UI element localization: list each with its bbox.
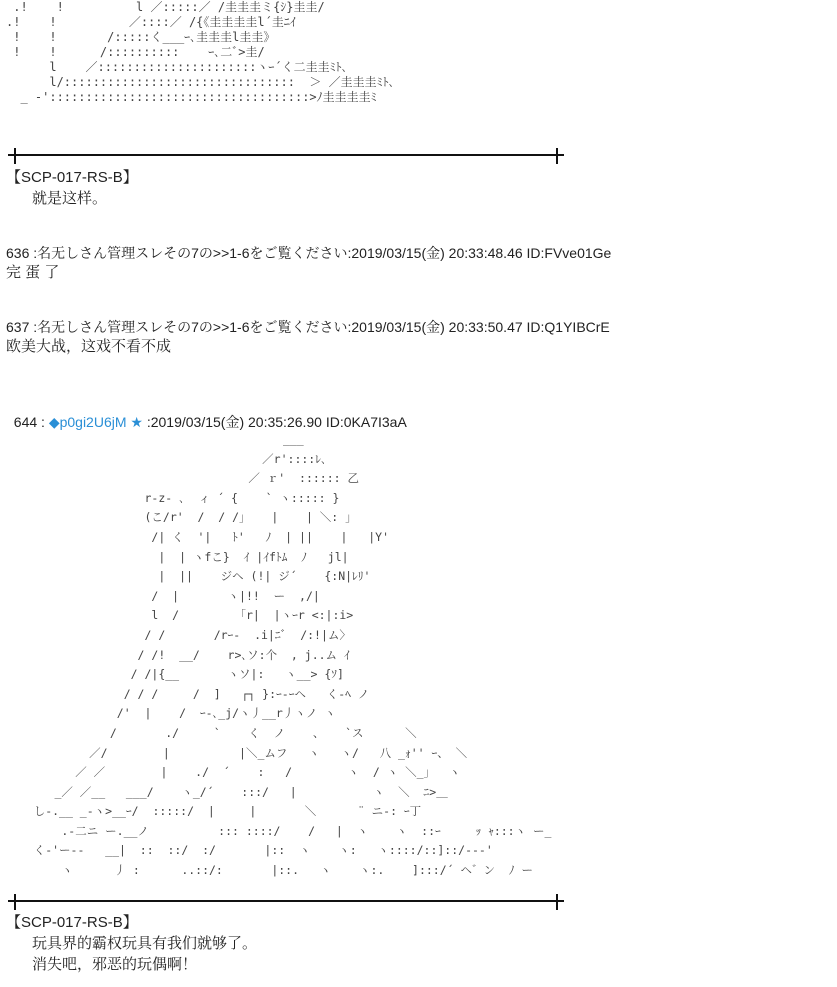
dialogue-line: 就是这样。 <box>32 190 108 207</box>
scp-tag-2: 【SCP-017-RS-B】 <box>6 914 138 931</box>
dialogue-line-2: 消失吧，邪恶的玩偶啊！ <box>32 956 198 973</box>
divider-line-top <box>8 154 564 156</box>
dialogue-line-1: 玩具界的霸权玩具有我们就够了。 <box>32 935 258 952</box>
divider-tick-left <box>14 148 16 164</box>
tripcode-link[interactable]: ◆p0gi2U6jM ★ <box>48 414 143 430</box>
divider-tick-left <box>14 894 16 910</box>
post-header-644 <box>6 392 407 432</box>
post-header-636: 636 :名无しさん管理スレその7の>>1-6をご覧ください:2019/03/15(金) 20:33:48.46 ID:FVve01Ge <box>6 245 612 261</box>
divider-tick-right <box>556 894 558 910</box>
post-header-637: 637 :名无しさん管理スレその7の>>1-6をご覧ください:2019/03/15(金) 20:33:50.47 ID:Q1YIBCrE <box>6 319 610 335</box>
post-body-636: 完 蛋 了 <box>6 264 60 281</box>
ascii-art-top: .! ! l ／:::::／ /圭圭圭ミ{ｼ}圭圭/ .! ! ／::::／ /{《圭圭圭圭l´圭ﾆｲ ! ! /:::::く___ｰ､圭圭圭l圭圭》 ! ! /:::::::::: ｰ､二ﾞ>圭/ l ／::::::::::::::::::::::ヽｰ´く二圭圭ﾐﾄ､ l/:::::::::::::::::::::::::::::::: ＞ ／圭圭圭ﾐﾄ､ _ -'::::::::::::::::::::::::::::::::::::>ﾉ圭圭圭圭ﾐ <box>6 0 395 104</box>
divider-line-bottom <box>8 900 564 902</box>
post-body-637: 欧美大战，这戏不看不成 <box>6 338 172 355</box>
scp-tag-1: 【SCP-017-RS-B】 <box>6 169 138 186</box>
post-meta: :2019/03/15(金) 20:35:26.90 ID:0KA7I3aA <box>142 414 407 430</box>
divider-tick-right <box>556 148 558 164</box>
post-number: 644 : <box>13 414 49 430</box>
ascii-art-figure: ___ ／r'::::ﾚ､ ／ ｒ' :::::: 乙 r-z- ､ ィ ´ { ` ヽ::::: } (こ/r' / / /」 | | ＼: ｣ /| く '| ﾄ' ﾉ | || | |Y' | | ヽfこ} ｲ |ｲfﾄﾑ ﾉ jl| | || ジヘ (!| ジ´ {:N|ﾚﾘ' / | ヽ|!! ー ,/| l / 「r| |ヽｰr <:|:i> / / /rｰ- .i|ﾆﾞ /:!|ム〉 / /! __/ r>､ソ:个 , j..ム ｲ / /|{__ ヽソ|: ヽ__> {ｿ] / / / / ] ┌┐ }:ｰ-ｰヘ く-ﾍ ノ /' | / ｰ-､_j/ヽ丿__r丿ヽノ ヽ / ./ ` く ノ 、 `ス ＼ ／/ | |＼_ムフ ヽ ヽ/ 八 _ｫ'' ｰ、 ＼ ／ ／ | ./ ´ : / ヽ / ヽ ＼_」 ヽ _／ ／__ ___/ ヽ_/´ :::/ | ヽ ＼ ﾆ>＿ し-.__ _-ヽ>__ｰ/ :::::/ | | ＼ ¨ ニ‐: ｰ丁 .-二ニ ー.__ノ ::: ::::/ / | ヽ ヽ ::ｰ ｯ ｬ:::ヽ ー_ く-'ー‐- __| :: ::/ :/ |:: ヽ ヽ: ヽ::::/::]::/‐‐‐' ヽ 丿 : ..::/: |::. ヽ ヽ:. ]:::/´ ヘ゛ン ﾉ ー <box>33 432 552 878</box>
